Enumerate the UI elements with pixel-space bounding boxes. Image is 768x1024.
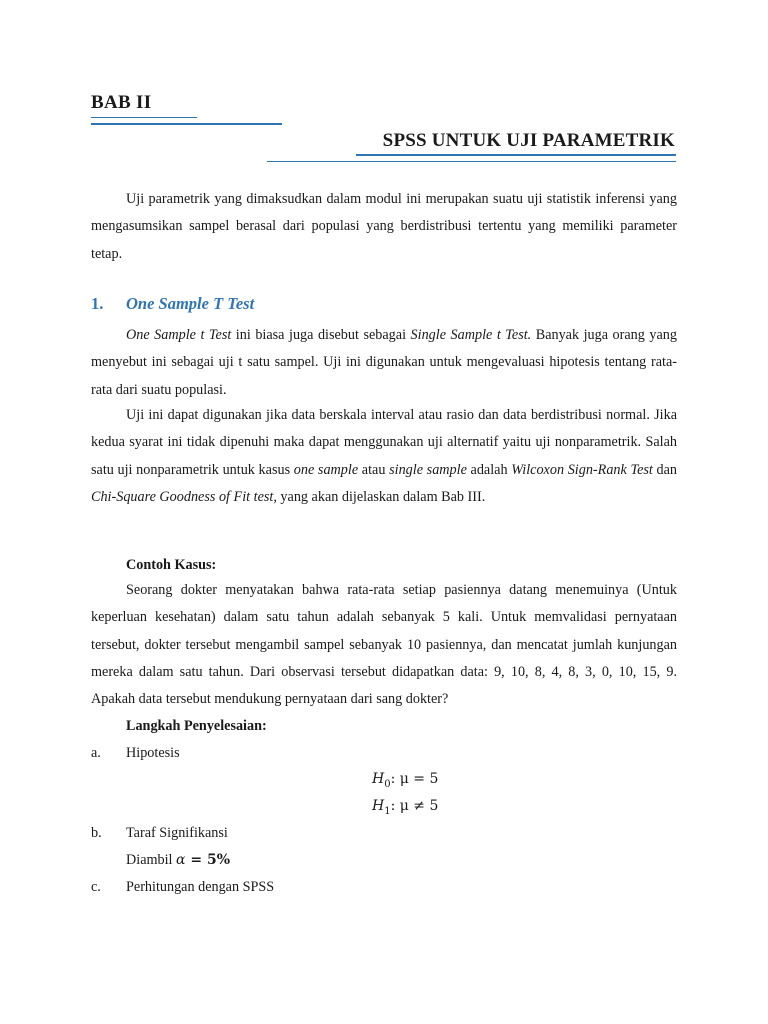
- steps-heading: Langkah Penyelesaian:: [126, 718, 267, 734]
- hypothesis-alternative: $H_1$: μ ≠ 5: [372, 798, 439, 817]
- section-title: One Sample T Test: [126, 294, 255, 313]
- title-underline-thin: [267, 161, 676, 162]
- section-number: 1.: [91, 294, 104, 313]
- step-b-marker: b.: [91, 825, 102, 841]
- paragraph-requirements: Uji ini dapat digunakan jika data berskala interval atau rasio dan data berdistribusi normal. Jika kedua syarat ini tidak dipenuhi maka dapat menggunakan uji alternatif yaitu uji nonparametrik. Salah satu uji nonparametrik untuk kasus one sample atau single sample adalah Wilcoxon Sign-Rank Test dan Chi-Square Goodness of Fit test, yang akan dijelaskan dalam Bab III.: [91, 407, 677, 505]
- title-underline-thick: [356, 154, 676, 156]
- chapter-title: SPSS UNTUK UJI PARAMETRIK: [382, 130, 675, 151]
- chapter-underline-thin: [91, 117, 197, 118]
- case-paragraph: Seorang dokter menyatakan bahwa rata-rata setiap pasiennya datang menemuinya (Untuk keperluan kesehatan) dalam satu tahun adalah sebanyak 5 kali. Untuk memvalidasi pernyataan tersebut, dokter tersebut mengambil sampel sebanyak 10 pasiennya, dan mencatat jumlah kunjungan mereka dalam satu tahun. Dari observasi tersebut didapatkan data: 9, 10, 8, 4, 8, 3, 0, 10, 15, 9. Apakah data tersebut mendukung pernyataan dari sang dokter?: [91, 582, 677, 708]
- section-heading: [91, 294, 254, 314]
- chapter-label: BAB II: [91, 92, 152, 113]
- significance-value: Diambil α = 5%: [126, 852, 231, 868]
- case-heading: Contoh Kasus:: [126, 557, 217, 573]
- step-b-label: Taraf Signifikansi: [126, 825, 228, 841]
- intro-paragraph: Uji parametrik yang dimaksudkan dalam modul ini merupakan suatu uji statistik inferensi yang mengasumsikan sampel berasal dari populasi yang berdistribusi tertentu yang memiliki parameter tetap.: [91, 191, 677, 262]
- step-c-label: Perhitungan dengan SPSS: [126, 879, 275, 895]
- step-c-marker: c.: [91, 879, 101, 895]
- step-a-label: Hipotesis: [126, 745, 180, 761]
- step-a-marker: a.: [91, 745, 101, 761]
- paragraph-definition: One Sample t Test ini biasa juga disebut sebagai Single Sample t Test. Banyak juga orang yang menyebut ini sebagai uji t satu sampel. Uji ini digunakan untuk mengevaluasi hipotesis tentang rata-rata dari suatu populasi.: [91, 327, 677, 398]
- chapter-underline-thick: [91, 123, 282, 125]
- hypothesis-null: $H_0$: μ = 5: [372, 771, 439, 790]
